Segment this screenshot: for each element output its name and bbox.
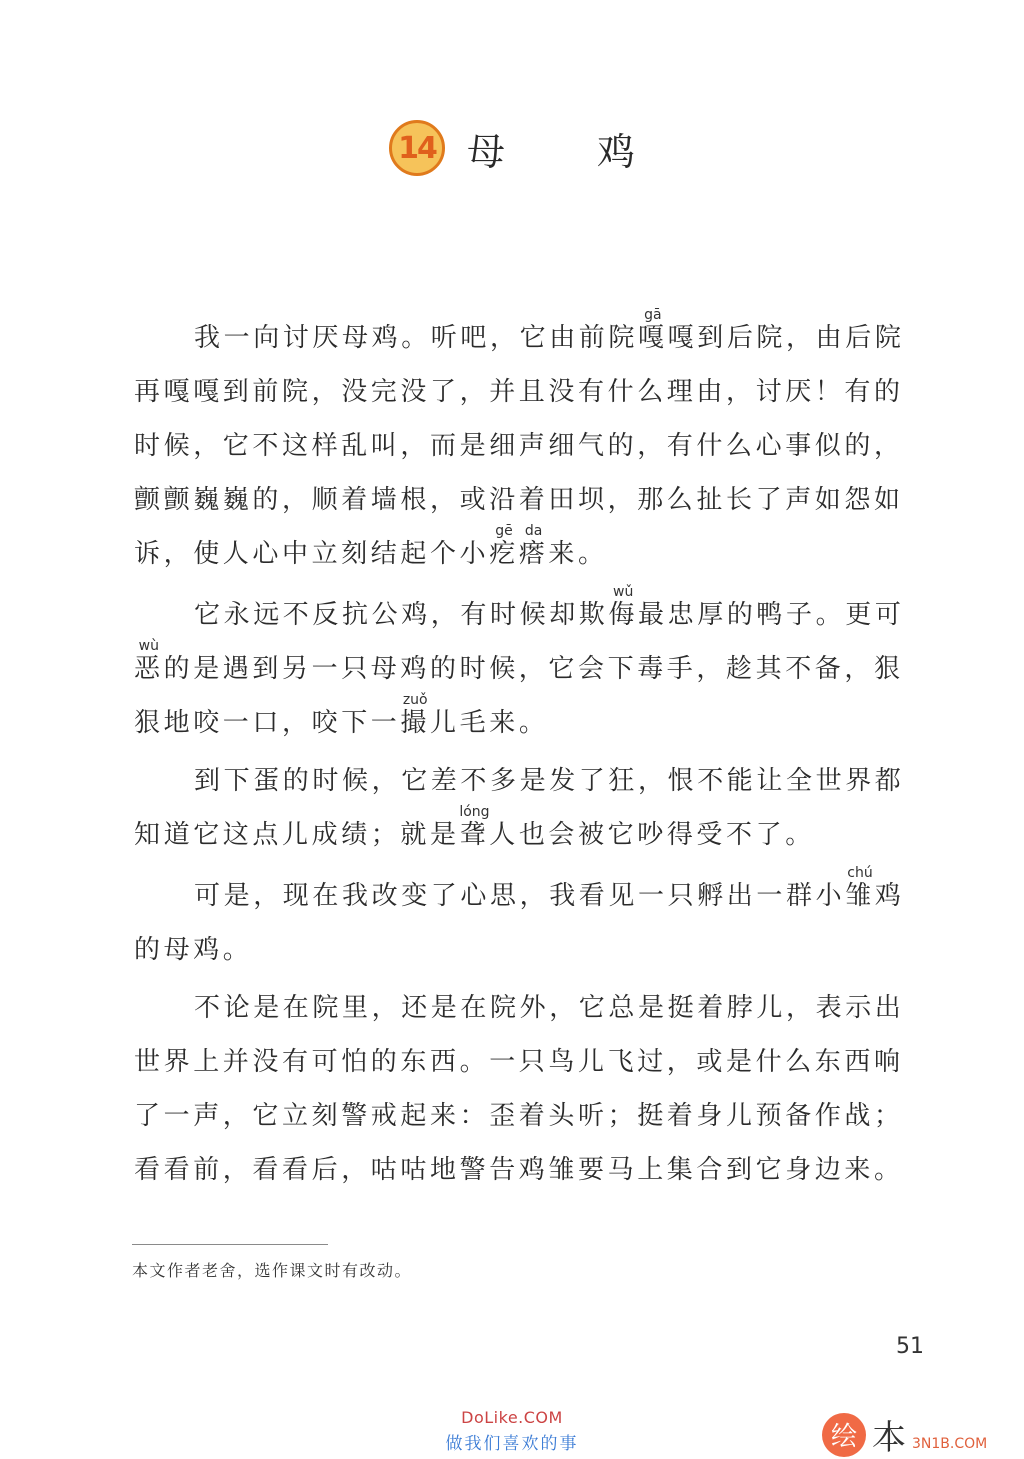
pinyin-annotation: wù <box>134 638 164 654</box>
lesson-number-badge: 14 <box>389 120 445 176</box>
text-run: 最忠厚的鸭子。更可 <box>638 600 905 630</box>
3n1b-site-text: 3N1B.COM <box>912 1435 988 1452</box>
annotated-character <box>518 523 549 569</box>
pinyin-annotation: lóng <box>459 804 490 820</box>
paragraph <box>134 585 920 750</box>
lesson-heading <box>0 120 1024 176</box>
annotated-character-base: 侮 <box>608 600 639 630</box>
lesson-text <box>134 308 920 1201</box>
annotated-character <box>638 307 668 353</box>
lesson-title: 母 鸡 <box>466 129 676 174</box>
annotated-character <box>608 584 639 630</box>
3n1b-logo-icon: 绘 <box>822 1413 866 1457</box>
paragraph <box>134 308 920 581</box>
text-run: 来。 <box>548 539 608 569</box>
annotated-character-base: 疙 <box>489 539 519 569</box>
text-run: 它永远不反抗公鸡，有时候却欺 <box>194 600 609 630</box>
text-run: 到下蛋的时候，它差不多是发了狂，恨不能让全世界都知道它这点儿成绩；就是 <box>134 766 905 850</box>
text-run: 的是遇到另一只母鸡的时候，它会下毒手，趁其不备，狠狠地咬一口，咬下一 <box>134 654 904 738</box>
annotated-character-base: 雏 <box>845 881 875 911</box>
annotated-character <box>400 692 431 738</box>
text-run: 我一向讨厌母鸡。听吧，它由前院 <box>194 323 639 353</box>
annotated-character-base: 撮 <box>400 708 431 738</box>
footnote: 本文作者老舍，选作课文时有改动。 <box>132 1261 413 1280</box>
pinyin-annotation: wǔ <box>608 584 639 600</box>
page-number: 51 <box>896 1334 924 1359</box>
annotated-character-base: 恶 <box>134 654 164 684</box>
footnote-divider <box>132 1244 328 1245</box>
dolike-watermark-slogan: 做我们喜欢的事 <box>445 1434 579 1454</box>
pinyin-annotation: da <box>518 523 549 539</box>
text-run: 可是，现在我改变了心思，我看见一只孵出一群小 <box>194 881 846 911</box>
annotated-character <box>134 638 164 684</box>
3n1b-logo-char: 本 <box>872 1418 906 1458</box>
annotated-character <box>845 865 875 911</box>
text-run: 人也会被它吵得受不了。 <box>489 820 815 850</box>
3n1b-watermark <box>822 1410 987 1459</box>
pinyin-annotation: gā <box>638 307 668 323</box>
annotated-character <box>459 804 490 850</box>
annotated-character <box>489 523 519 569</box>
annotated-character-base: 瘩 <box>518 539 549 569</box>
pinyin-annotation: chú <box>845 865 875 881</box>
annotated-character-base: 嘎 <box>638 323 668 353</box>
text-run: 不论是在院里，还是在院外，它总是挺着脖儿，表示出世界上并没有可怕的东西。一只鸟儿飞过，或是什么东西响了一声，它立刻警戒起来：歪着头听；挺着身儿预备作战；看看前，看看后，咕咕地警告鸡雏要马上集合到它身边来。 <box>134 993 905 1185</box>
paragraph <box>134 866 920 977</box>
pinyin-annotation: zuǒ <box>400 692 431 708</box>
text-run: 鸡的母鸡。 <box>134 881 905 965</box>
paragraph <box>134 754 920 862</box>
text-run: 儿毛来。 <box>430 708 549 738</box>
paragraph <box>134 981 920 1197</box>
dolike-watermark-text: DoLike.COM <box>461 1408 563 1427</box>
text-run: 嘎到后院，由后院再嘎嘎到前院，没完没了，并且没有什么理由，讨厌！有的时候，它不这样乱叫，而是细声细气的，有什么心事似的，颤颤巍巍的，顺着墙根，或沿着田坝，那么扯长了声如怨如诉，使人心中立刻结起个小 <box>134 323 905 569</box>
annotated-character-base: 聋 <box>459 820 490 850</box>
pinyin-annotation: gē <box>489 523 519 539</box>
dolike-watermark <box>432 1408 592 1454</box>
